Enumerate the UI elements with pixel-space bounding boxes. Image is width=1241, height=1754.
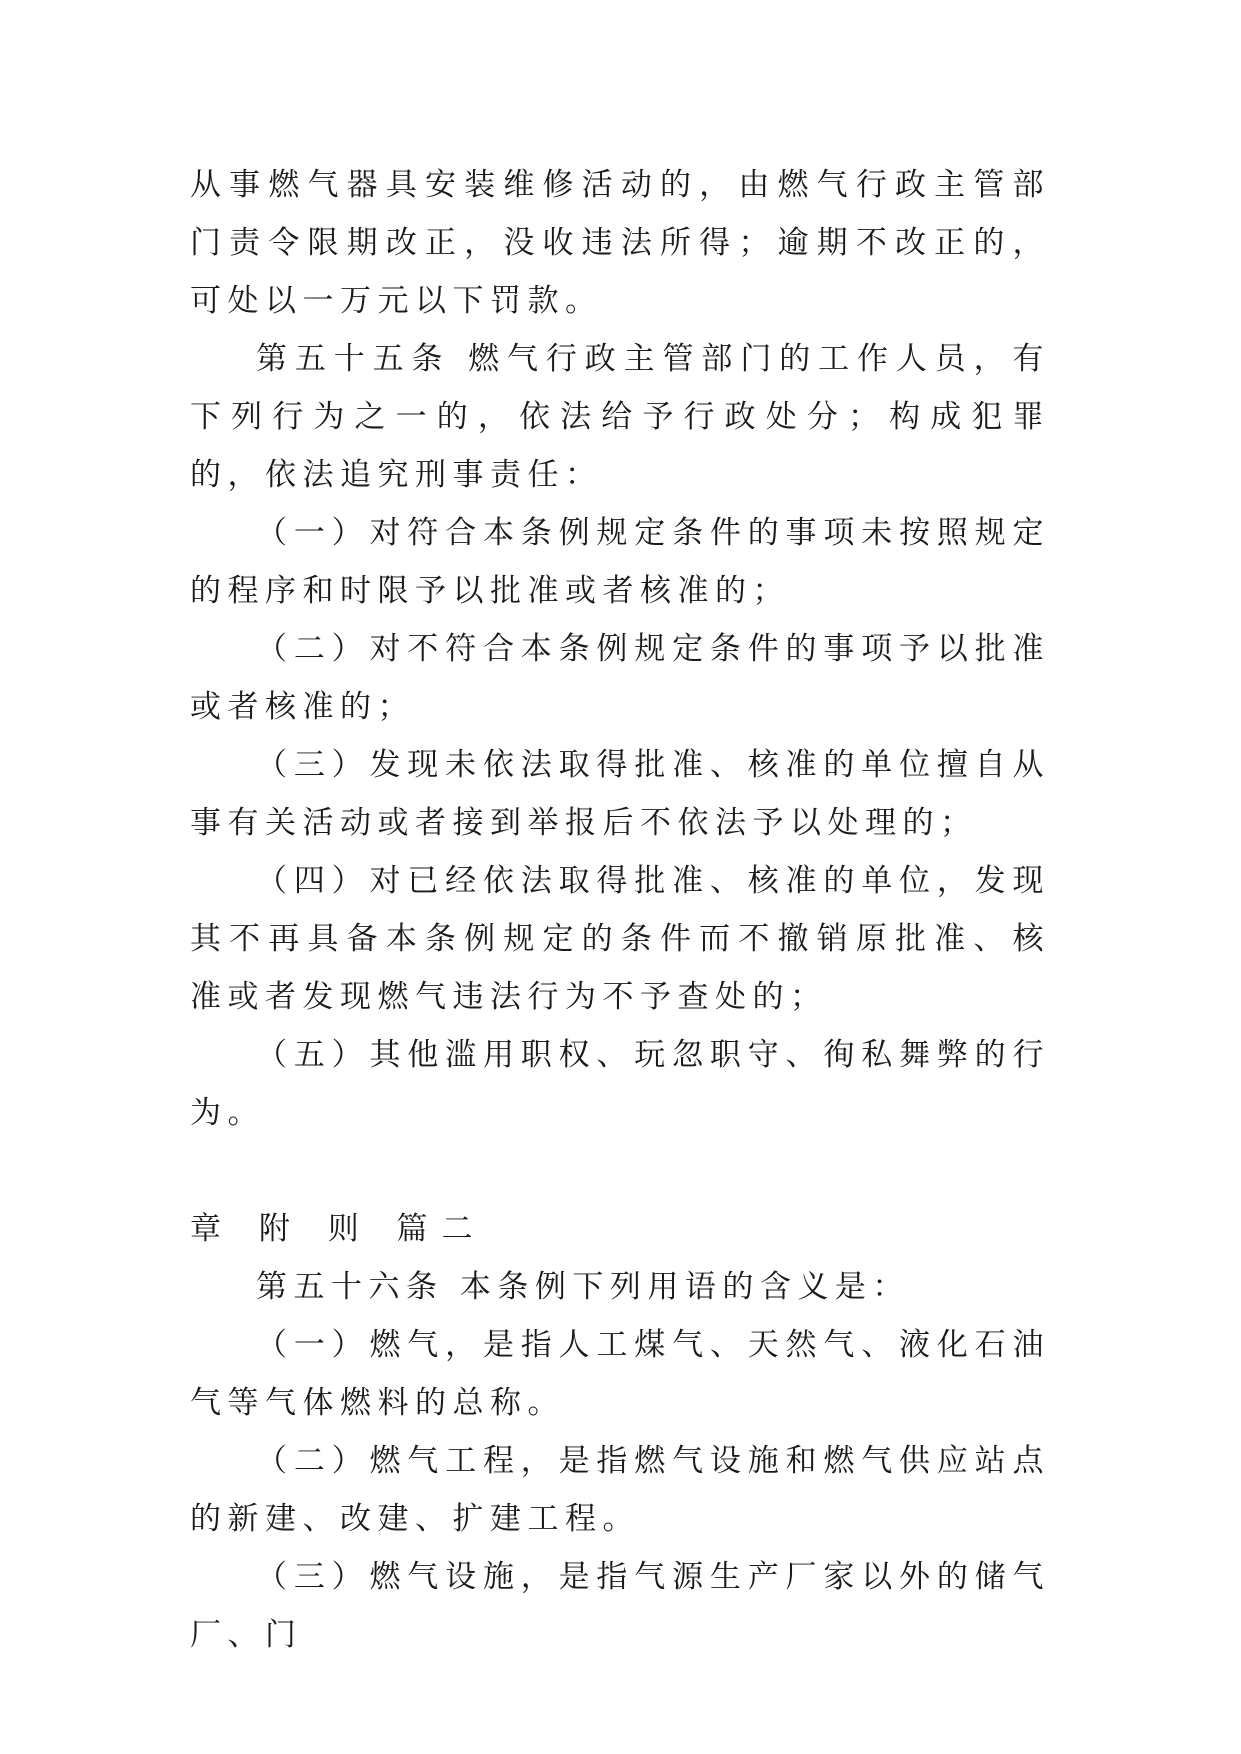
- article-55-item-5: （五）其他滥用职权、玩忽职守、徇私舞弊的行为。: [190, 1037, 1050, 1131]
- article-56: 第五十六条 本条例下列用语的含义是：: [256, 1269, 910, 1305]
- document-page: [190, 156, 1050, 1664]
- article-56-item-3: （三）燃气设施，是指气源生产厂家以外的储气厂、门: [190, 1559, 1050, 1653]
- chapter-heading: 章 附 则 篇二: [190, 1211, 487, 1247]
- article-55: 第五十五条 燃气行政主管部门的工作人员，有下列行为之一的，依法给予行政处分；构成犯罪的，依法追究刑事责任：: [190, 341, 1050, 493]
- paragraph-penalty-continuation: 从事燃气器具安装维修活动的，由燃气行政主管部门责令限期改正，没收违法所得；逾期不改正的，可处以一万元以下罚款。: [190, 167, 1050, 319]
- article-56-item-1: （一）燃气，是指人工煤气、天然气、液化石油气等气体燃料的总称。: [190, 1327, 1050, 1421]
- article-56-item-2: （二）燃气工程，是指燃气设施和燃气供应站点的新建、改建、扩建工程。: [190, 1443, 1050, 1537]
- article-55-item-4: （四）对已经依法取得批准、核准的单位，发现其不再具备本条例规定的条件而不撤销原批准、核准或者发现燃气违法行为不予查处的；: [190, 863, 1050, 1015]
- article-55-item-1: （一）对符合本条例规定条件的事项未按照规定的程序和时限予以批准或者核准的；: [190, 515, 1050, 609]
- article-55-item-2: （二）对不符合本条例规定条件的事项予以批准或者核准的；: [190, 631, 1050, 725]
- article-55-item-3: （三）发现未依法取得批准、核准的单位擅自从事有关活动或者接到举报后不依法予以处理的；: [190, 747, 1050, 841]
